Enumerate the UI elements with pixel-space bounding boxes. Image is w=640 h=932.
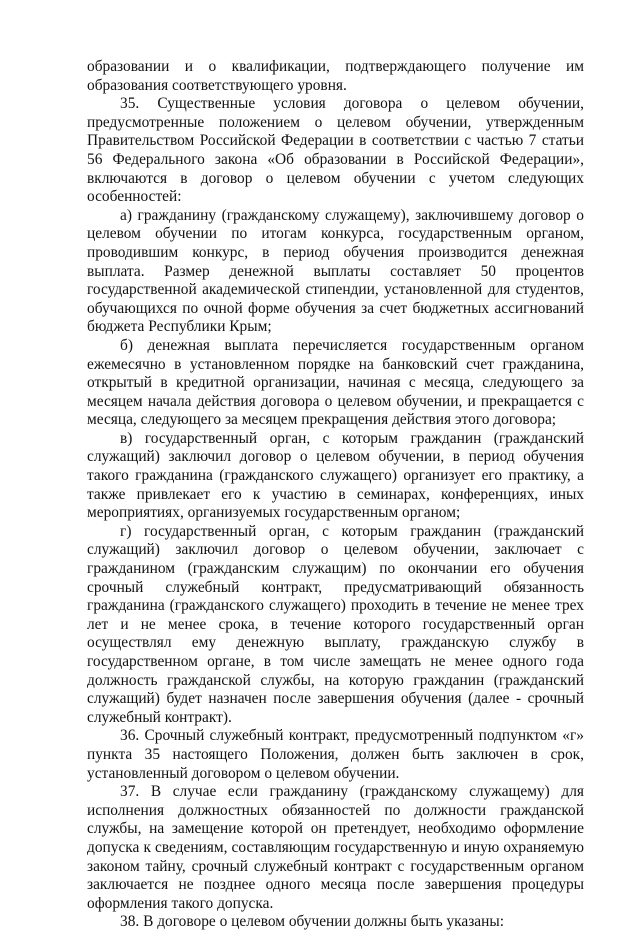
paragraph-item-38: 38. В договоре о целевом обучении должны быть указаны:: [120, 913, 504, 931]
paragraph-item-35: 35. Существенные условия договора о целевом обучении, предусмотренные положением о целевом обучении, утвержденным Правительством Российской Федерации в соответствии с частью 7 статьи 56 Федерального закона «Об образовании в Российской Федерации», включаются в договор о целевом обучении с учетом следующих особенностей:: [87, 95, 584, 206]
paragraph-item-36: 36. Срочный служебный контракт, предусмотренный подпунктом «г» пункта 35 настоящего Положения, должен быть заключен в срок, установленный договором о целевом обучении.: [87, 727, 584, 782]
paragraph-item-37: 37. В случае если гражданину (гражданскому служащему) для исполнения должностных обязанностей по должности гражданской службы, на замещение которой он претендует, необходимо оформление допуска к сведениям, составляющим государственную и иную охраняемую законом тайну, срочный служебный контракт с государственным органом заключается не позднее одного месяца после завершения процедуры оформления такого допуска.: [87, 783, 584, 912]
document-page: [87, 58, 584, 932]
paragraph-subitem-a: а) гражданину (гражданскому служащему), заключившему договор о целевом обучении по итогам конкурса, государственным органом, проводившим конкурс, в период обучения производится денежная выплата. Размер денежной выплаты составляет 50 процентов государственной академической стипендии, установленной для студентов, обучающихся по очной форме обучения за счет бюджетных ассигнований бюджета Республики Крым;: [87, 206, 584, 336]
paragraph-subitem-b: б) денежная выплата перечисляется государственным органом ежемесячно в установленном порядке на банковский счет гражданина, открытый в кредитной организации, начиная с месяца, следующего за месяцем начала действия договора о целевом обучении, и прекращается с месяца, следующего за месяцем прекращения действия этого договора;: [87, 336, 584, 429]
paragraph-subitem-g: г) государственный орган, с которым гражданин (гражданский служащий) заключил договор о целевом обучении, заключает с гражданином (гражданским служащим) по окончании его обучения срочный служебный контракт, предусматривающий обязанность гражданина (гражданского служащего) проходить в течение не менее трех лет и не менее срока, в течение которого государственный орган осуществлял ему денежную выплату, гражданскую службу в государственном органе, в том числе замещать не менее одного года должность гражданской службы, на которую гражданин (гражданский служащий) будет назначен после завершения обучения (далее - срочный служебный контракт).: [87, 522, 584, 726]
paragraph-subitem-v: в) государственный орган, с которым гражданин (гражданский служащий) заключил договор о целевом обучении, в период обучения такого гражданина (гражданского служащего) организует его практику, а также привлекает его к участию в семинарах, конференциях, иных мероприятиях, организуемых государственным органом;: [87, 429, 584, 522]
paragraph-continuation: образовании и о квалификации, подтверждающего получение им образования соответствующего уровня.: [87, 58, 584, 94]
